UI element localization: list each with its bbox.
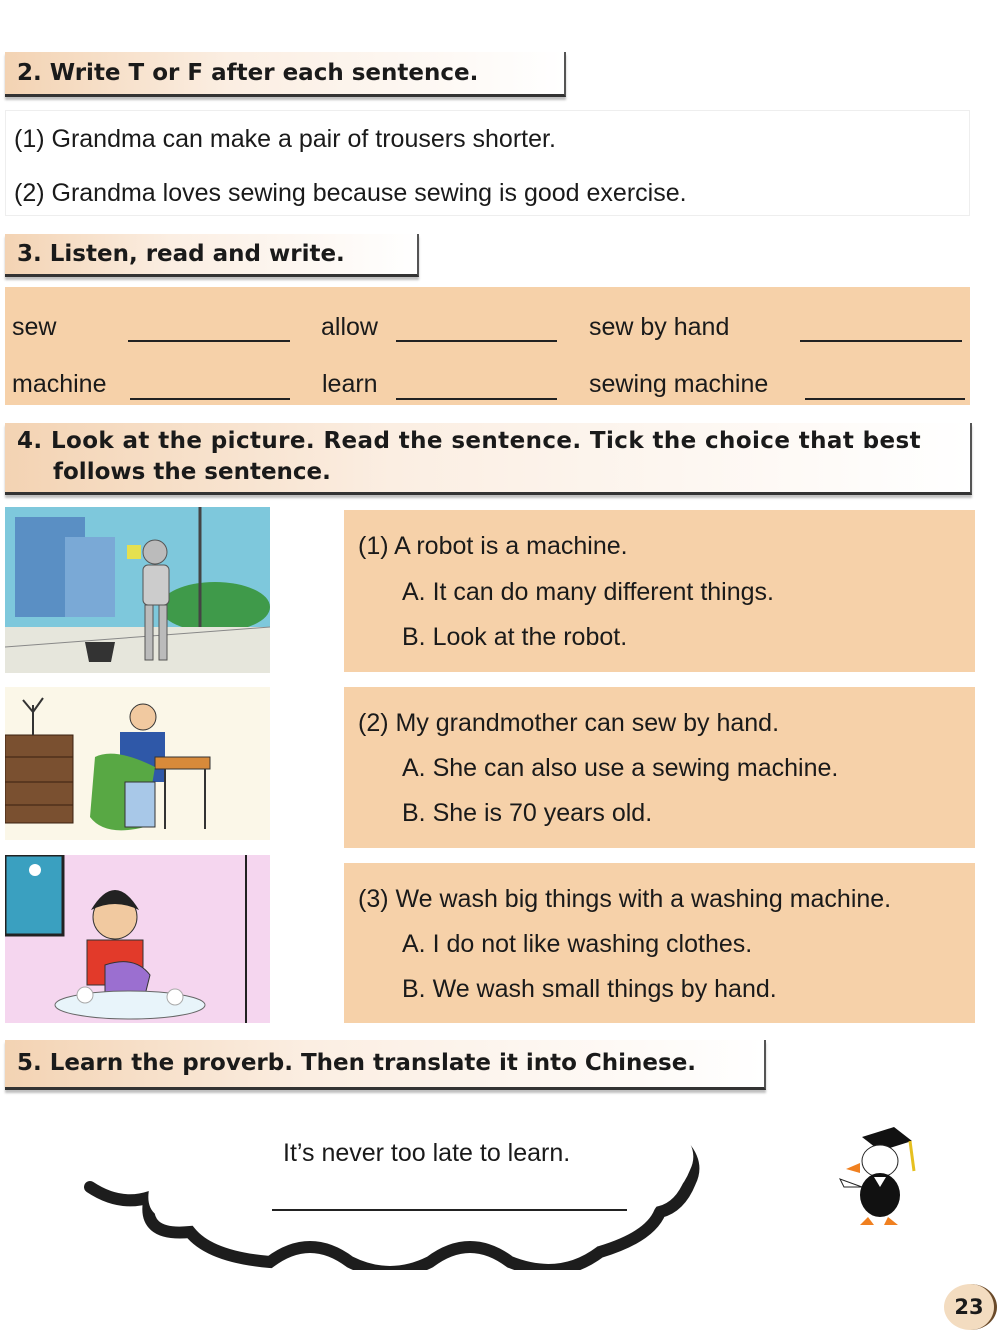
tf-sentence-2: (2) Grandma loves sewing because sewing is good exercise. [14,179,687,207]
vocab-word: allow [321,313,378,341]
question-2-option-b[interactable]: B. She is 70 years old. [402,799,653,827]
section-2-header: 2. Write T or F after each sentence. [5,52,566,97]
question-2-stem: (2) My grandmother can sew by hand. [358,709,780,737]
vocab-box [5,287,970,405]
section-2-box [5,110,970,216]
question-3-stem: (3) We wash big things with a washing machine. [358,885,892,913]
vocab-blank[interactable] [130,398,290,400]
vocab-word: sewing machine [589,370,769,398]
section-5-header: 5. Learn the proverb. Then translate it into Chinese. [5,1040,766,1090]
section-4-title-line1: 4. Look at the picture. Read the sentence. Tick the choice that best [17,428,921,454]
vocab-blank[interactable] [396,340,557,342]
duck-mascot-icon [832,1125,927,1230]
question-1-option-a[interactable]: A. It can do many different things. [402,578,774,606]
question-1-box [344,510,975,672]
translation-blank[interactable] [272,1209,627,1211]
question-2-option-a[interactable]: A. She can also use a sewing machine. [402,754,839,782]
vocab-blank[interactable] [128,340,290,342]
proverb-text: It’s never too late to learn. [283,1139,571,1167]
vocab-blank[interactable] [805,398,965,400]
section-4-title-line2: follows the sentence. [53,459,331,485]
vocab-word: learn [322,370,378,398]
vocab-blank[interactable] [800,340,962,342]
question-3-option-b[interactable]: B. We wash small things by hand. [402,975,777,1003]
question-2-box [344,687,975,848]
grandma-sewing-picture [5,687,270,840]
boy-washing-picture [5,855,270,1023]
section-4-header [5,423,972,495]
section-3-header: 3. Listen, read and write. [5,234,419,277]
vocab-word: sew [12,313,57,341]
vocab-word: sew by hand [589,313,730,341]
question-1-stem: (1) A robot is a machine. [358,532,628,560]
page-number: 23 [944,1284,997,1330]
vocab-word: machine [12,370,107,398]
question-1-option-b[interactable]: B. Look at the robot. [402,623,628,651]
robot-picture [5,507,270,673]
question-3-box [344,863,975,1023]
vocab-blank[interactable] [396,398,557,400]
tf-sentence-1: (1) Grandma can make a pair of trousers shorter. [14,125,556,153]
question-3-option-a[interactable]: A. I do not like washing clothes. [402,930,753,958]
